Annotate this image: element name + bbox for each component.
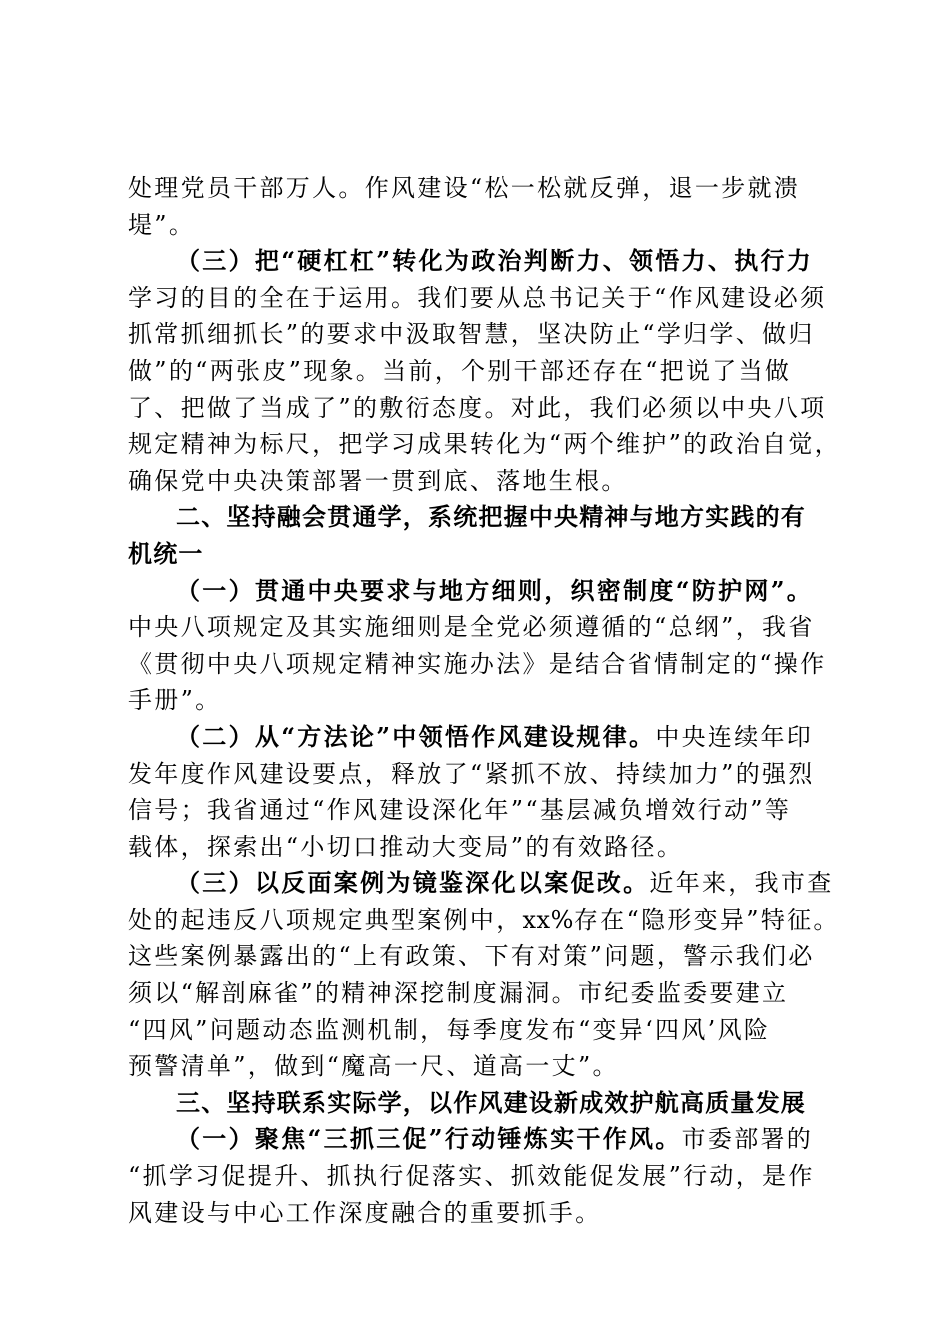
body-line: 学习的目的全在于运用。我们要从总书记关于“作风建设必须	[128, 283, 827, 312]
body-line: 发年度作风建设要点，释放了“紧抓不放、持续加力”的强烈	[128, 759, 815, 788]
body-text: 中央连续年印	[655, 722, 814, 751]
body-line	[128, 719, 840, 756]
body-line: 抓常抓细抓长”的要求中汲取智慧，坚决防止“学归学、做归	[128, 320, 815, 349]
body-line: 风建设与中心工作深度融合的重要抓手。	[128, 1198, 602, 1227]
body-line: 做”的“两张皮”现象。当前，个别干部还存在“把说了当做	[128, 356, 792, 385]
body-text: 存在“隐形变异”特征。	[573, 905, 840, 934]
section-heading: 三、坚持联系实际学，以作风建设新成效护航高质量发展	[176, 1088, 806, 1117]
body-line	[128, 865, 840, 902]
body-line: 堤”。	[128, 210, 196, 239]
subsection-title: （一）贯通中央要求与地方细则，织密制度“防护网”。	[176, 575, 814, 605]
subsection-title: （三）把“硬杠杠”转化为政治判断力、领悟力、执行力	[176, 246, 814, 276]
section-heading: 机统一	[128, 539, 204, 568]
body-line: 规定精神为标尺，把学习成果转化为“两个维护”的政治自觉，	[128, 430, 841, 459]
subsection-title: （一）聚焦“三抓三促”行动锤炼实干作风。	[176, 1124, 682, 1154]
body-line: 载体，探索出“小切口推动大变局”的有效路径。	[128, 832, 684, 861]
section-heading: 二、坚持融会贯通学，系统把握中央精神与地方实践的有	[176, 503, 806, 532]
body-line: 中央八项规定及其实施细则是全党必须遵循的“总纲”，我省	[128, 613, 815, 642]
body-line: 处理党员干部万人。作风建设“松一松就反弹，退一步就溃	[128, 174, 801, 202]
body-line: 须以“解剖麻雀”的精神深挖制度漏洞。市纪委监委要建立	[128, 979, 789, 1008]
body-line: “抓学习促提升、抓执行促落实、抓效能促发展”行动，是作	[128, 1162, 815, 1191]
body-text: 市委部署的	[681, 1125, 814, 1154]
body-text: 近年来，我市查	[649, 869, 834, 898]
body-text: 处的起违反八项规定典型案例中，	[128, 905, 523, 934]
body-line: 了、把做了当成了”的敷衍态度。对此，我们必须以中央八项	[128, 393, 827, 422]
percent-placeholder: xx%	[522, 905, 574, 934]
body-line: 预警清单”，做到“魔高一尺、道高一丈”。	[128, 1052, 619, 1081]
body-line: 这些案例暴露出的“上有政策、下有对策”问题，警示我们必	[128, 942, 815, 971]
body-line: “四风”问题动态监测机制，每季度发布“变异‘四风’风险	[128, 1015, 771, 1044]
body-line: 信号；我省通过“作风建设深化年”“基层减负增效行动”等	[128, 796, 792, 825]
body-line: 确保党中央决策部署一贯到底、落地生根。	[128, 466, 628, 495]
body-line: 手册”。	[128, 686, 222, 715]
subsection-title: （二）从“方法论”中领悟作风建设规律。	[176, 721, 656, 751]
body-line	[128, 1121, 840, 1158]
body-line: 《贯彻中央八项规定精神实施办法》是结合省情制定的“操作	[128, 649, 827, 678]
body-line	[128, 902, 840, 939]
subsection-title: （三）以反面案例为镜鉴深化以案促改。	[176, 868, 650, 898]
